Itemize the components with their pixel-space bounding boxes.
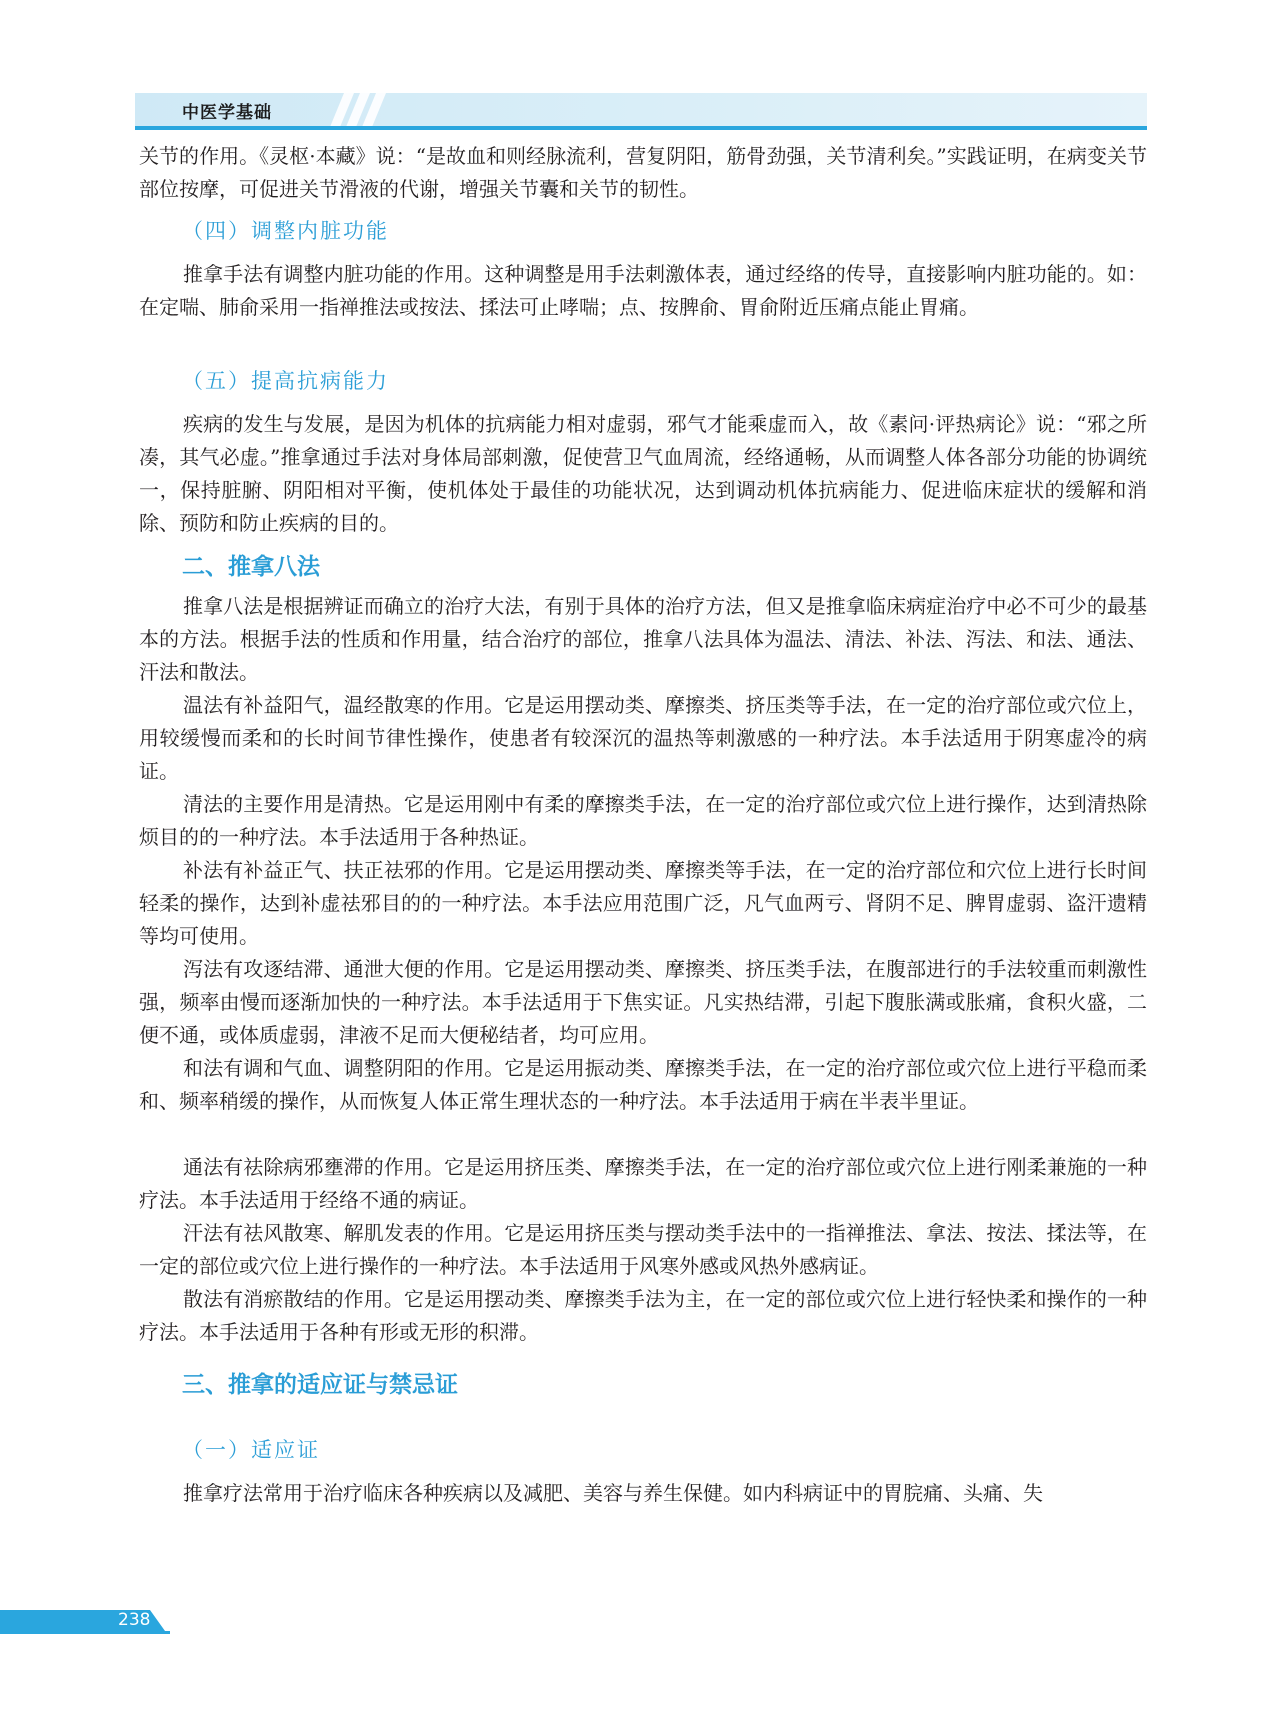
paragraph-dispersing-method: 散法有消瘀散结的作用。它是运用摆动类、摩擦类手法为主，在一定的部位或穴位上进行轻快柔和操作的一种疗法。本手法适用于各种有形或无形的积滞。 <box>139 1287 1147 1344</box>
page-number: 238 <box>118 1610 151 1630</box>
subheading-indications: （一）适应证 <box>182 1438 320 1462</box>
footer-rule <box>0 1631 170 1634</box>
paragraph-harmonizing-method: 和法有调和气血、调整阴阳的作用。它是运用振动类、摩擦类手法，在一定的治疗部位或穴位上进行平稳而柔和、频率稍缓的操作，从而恢复人体正常生理状态的一种疗法。本手法适用于病在半表半里证。 <box>139 1056 1147 1113</box>
header-band <box>135 93 1147 127</box>
subheading-improve-resistance: （五）提高抗病能力 <box>182 369 389 393</box>
paragraph-joint-function: 关节的作用。《灵枢·本藏》说：“是故血和则经脉流利，营复阴阳，筋骨劲强，关节清利矣。”实践证明，在病变关节部位按摩，可促进关节滑液的代谢，增强关节囊和关节的韧性。 <box>139 144 1147 201</box>
paragraph-indications: 推拿疗法常用于治疗临床各种疾病以及减肥、美容与养生保健。如内科病证中的胃脘痛、头痛、失 <box>183 1481 1043 1505</box>
paragraph-unblocking-method: 通法有祛除病邪壅滞的作用。它是运用挤压类、摩擦类手法，在一定的治疗部位或穴位上进行刚柔兼施的一种疗法。本手法适用于经络不通的病证。 <box>139 1155 1147 1212</box>
header-stripes-decoration <box>330 93 390 127</box>
paragraph-eight-methods-intro: 推拿八法是根据辨证而确立的治疗大法，有别于具体的治疗方法，但又是推拿临床病症治疗中必不可少的最基本的方法。根据手法的性质和作用量，结合治疗的部位，推拿八法具体为温法、清法、补法、泻法、和法、通法、汗法和散法。 <box>139 594 1147 684</box>
paragraph-clearing-method: 清法的主要作用是清热。它是运用刚中有柔的摩擦类手法，在一定的治疗部位或穴位上进行操作，达到清热除烦目的的一种疗法。本手法适用于各种热证。 <box>139 792 1147 849</box>
paragraph-organ-function: 推拿手法有调整内脏功能的作用。这种调整是用手法刺激体表，通过经络的传导，直接影响内脏功能的。如：在定喘、肺俞采用一指禅推法或按法、揉法可止哮喘；点、按脾俞、胃俞附近压痛点能止胃痛。 <box>139 262 1147 319</box>
section-heading-eight-methods: 二、推拿八法 <box>182 554 320 580</box>
paragraph-purging-method: 泻法有攻逐结滞、通泄大便的作用。它是运用摆动类、摩擦类、挤压类手法，在腹部进行的手法较重而刺激性强，频率由慢而逐渐加快的一种疗法。本手法适用于下焦实证。凡实热结滞，引起下腹胀满或胀痛，食积火盛，二便不通，或体质虚弱，津液不足而大便秘结者，均可应用。 <box>139 957 1147 1047</box>
section-heading-indications: 三、推拿的适应证与禁忌证 <box>182 1372 458 1398</box>
subheading-adjust-organ-function: （四）调整内脏功能 <box>182 219 389 243</box>
paragraph-tonifying-method: 补法有补益正气、扶正祛邪的作用。它是运用摆动类、摩擦类等手法，在一定的治疗部位和穴位上进行长时间轻柔的操作，达到补虚祛邪目的的一种疗法。本手法应用范围广泛，凡气血两亏、肾阴不足、脾胃虚弱、盗汗遗精等均可使用。 <box>139 858 1147 948</box>
header-rule <box>135 126 1147 130</box>
paragraph-resistance: 疾病的发生与发展，是因为机体的抗病能力相对虚弱，邪气才能乘虚而入，故《素问·评热病论》说：“邪之所凑，其气必虚。”推拿通过手法对身体局部刺激，促使营卫气血周流，经络通畅，从而调整人体各部分功能的协调统一，保持脏腑、阴阳相对平衡，使机体处于最佳的功能状况，达到调动机体抗病能力、促进临床症状的缓解和消除、预防和防止疾病的目的。 <box>139 412 1147 535</box>
paragraph-sweating-method: 汗法有祛风散寒、解肌发表的作用。它是运用挤压类与摆动类手法中的一指禅推法、拿法、按法、揉法等，在一定的部位或穴位上进行操作的一种疗法。本手法适用于风寒外感或风热外感病证。 <box>139 1221 1147 1278</box>
book-title: 中医学基础 <box>182 103 272 123</box>
paragraph-warming-method: 温法有补益阳气，温经散寒的作用。它是运用摆动类、摩擦类、挤压类等手法，在一定的治疗部位或穴位上，用较缓慢而柔和的长时间节律性操作，使患者有较深沉的温热等刺激感的一种疗法。本手法适用于阴寒虚冷的病证。 <box>139 693 1147 783</box>
